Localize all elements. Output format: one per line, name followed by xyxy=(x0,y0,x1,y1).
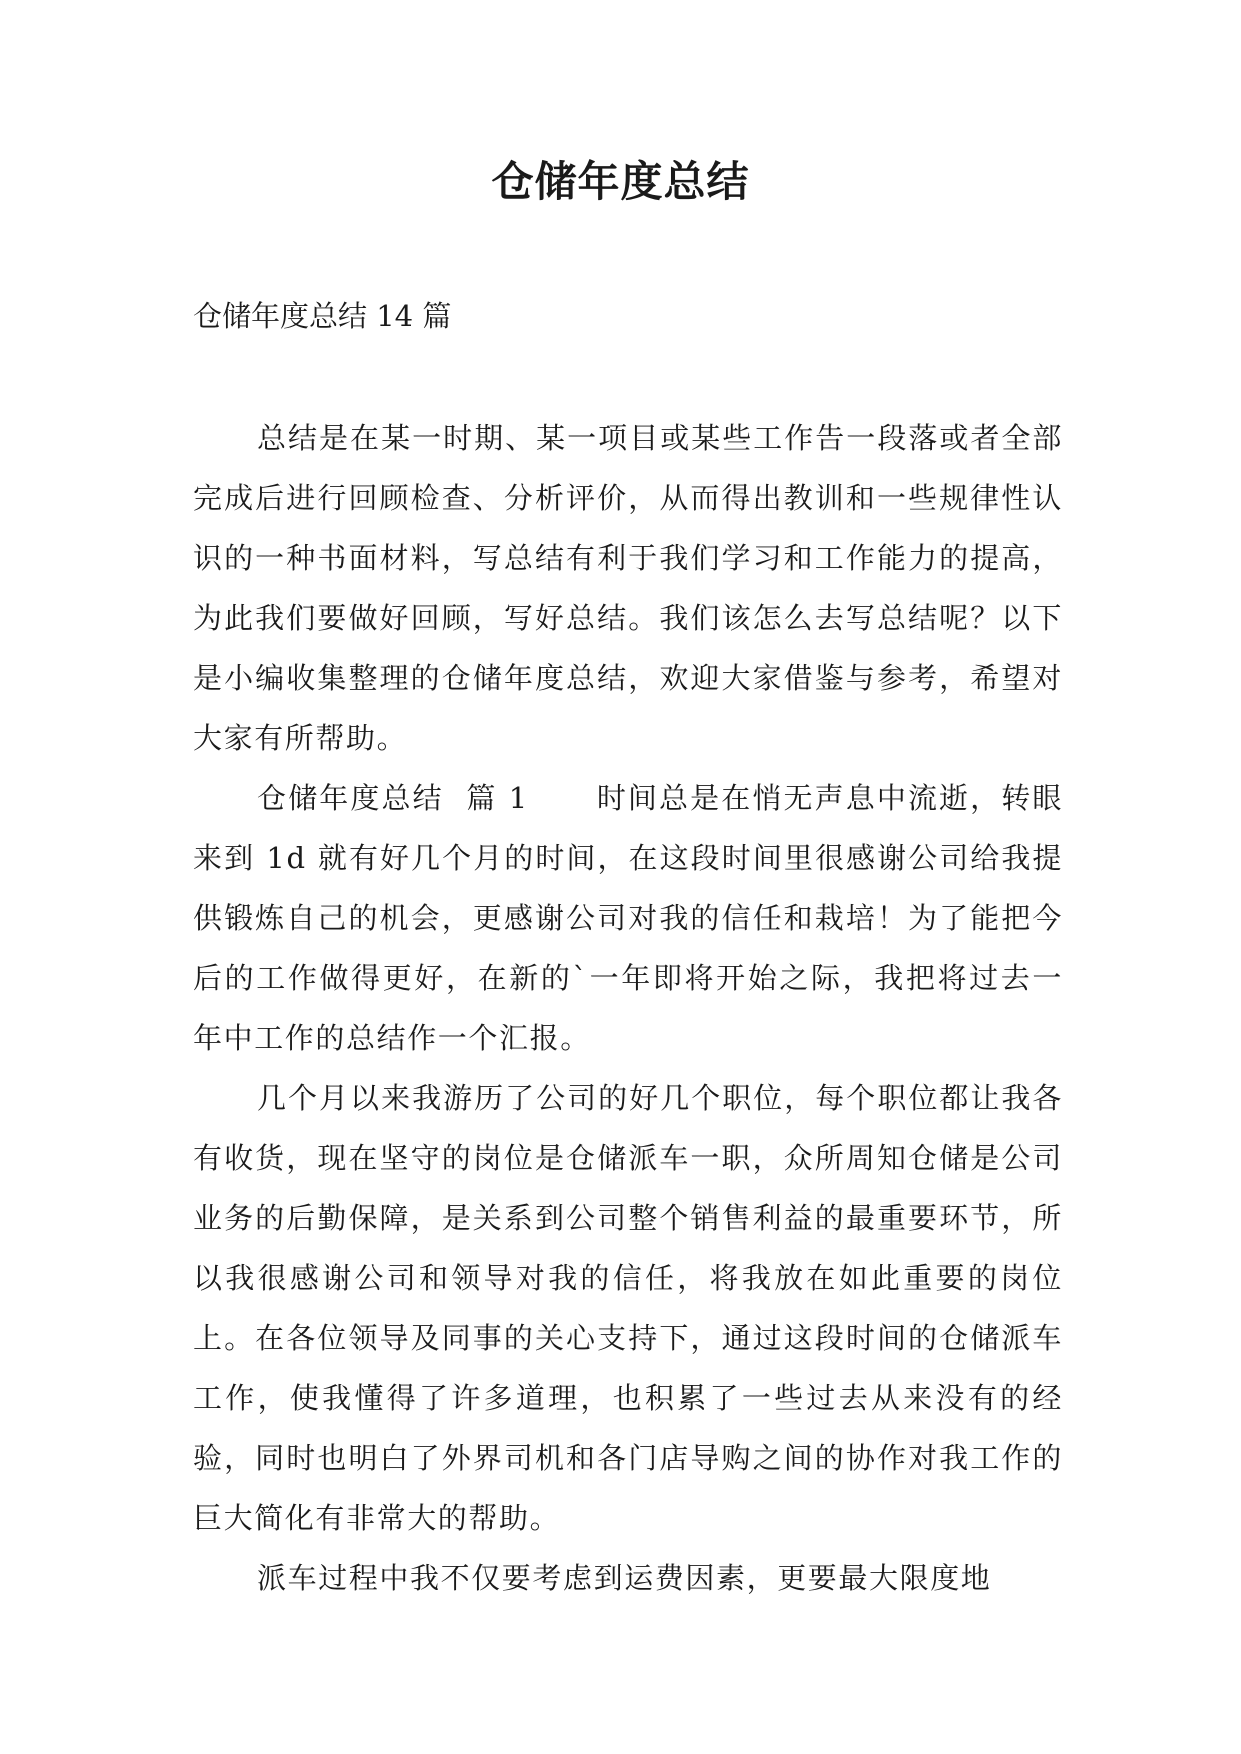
document-body xyxy=(193,408,1063,1608)
paragraph-section-1: 仓储年度总结 篇 1 时间总是在悄无声息中流逝，转眼来到 1d 就有好几个月的时间，在这段时间里很感谢公司给我提供锻炼自己的机会，更感谢公司对我的信任和栽培！为了能把今后的工作做得更好，在新的`一年即将开始之际，我把将过去一年中工作的总结作一个汇报。 xyxy=(193,781,1063,1055)
paragraph-intro: 总结是在某一时期、某一项目或某些工作告一段落或者全部完成后进行回顾检查、分析评价，从而得出教训和一些规律性认识的一种书面材料，写总结有利于我们学习和工作能力的提高，为此我们要做好回顾，写好总结。我们该怎么去写总结呢？以下是小编收集整理的仓储年度总结，欢迎大家借鉴与参考，希望对大家有所帮助。 xyxy=(193,421,1063,755)
document-subtitle: 仓储年度总结 14 篇 xyxy=(193,299,452,333)
paragraph-dispatch: 派车过程中我不仅要考虑到运费因素，更要最大限度地 xyxy=(257,1561,992,1595)
document-title: 仓储年度总结 xyxy=(491,157,750,206)
paragraph-positions: 几个月以来我游历了公司的好几个职位，每个职位都让我各有收货，现在坚守的岗位是仓储派车一职，众所周知仓储是公司业务的后勤保障，是关系到公司整个销售利益的最重要环节，所以我很感谢公司和领导对我的信任，将我放在如此重要的岗位上。在各位领导及同事的关心支持下，通过这段时间的仓储派车工作，使我懂得了许多道理，也积累了一些过去从来没有的经验，同时也明白了外界司机和各门店导购之间的协作对我工作的巨大简化有非常大的帮助。 xyxy=(193,1081,1063,1535)
